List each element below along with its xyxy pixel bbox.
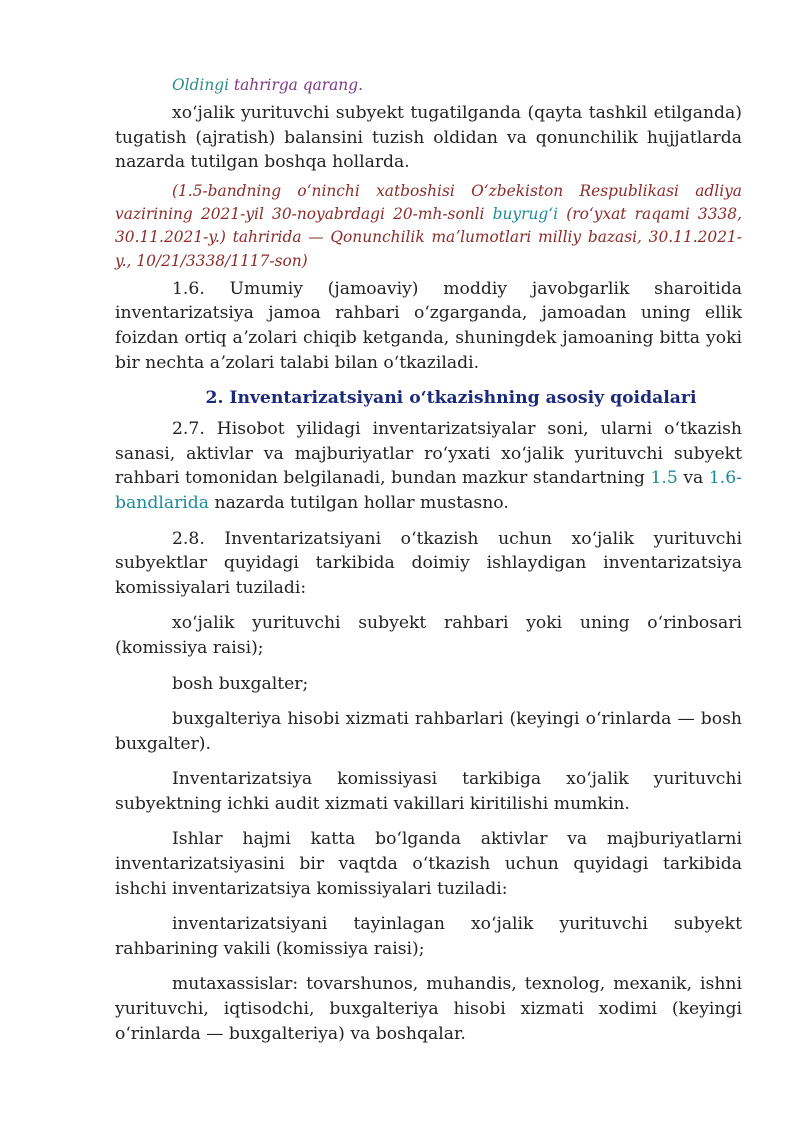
paragraph-2-7-text: 2.7. Hisobot yilidagi inventarizatsiyalar soni, ularni oʻtkazish sanasi, aktivlar va majburiyatlar roʻyxati xoʻjalik yurituvchi subyekt rahbari tomonidan belgilanadi, bundan mazkur standartning (115, 419, 742, 489)
paragraph-2-8: 2.8. Inventarizatsiyani oʻtkazish uchun xoʻjalik yurituvchi subyektlar quyidagi tarkibida doimiy ishlaydigan inventarizatsiya komissiyalari tuziladi: (115, 528, 742, 598)
order-link[interactable]: buyrugʻi (492, 205, 559, 224)
paragraph-2-7-tail: nazarda tutilgan hollar mustasno. (209, 492, 509, 513)
clause-1-6-link[interactable]: 1.6-bandlarida (115, 468, 742, 513)
amendment-note-text-tail: (roʻyxat raqami 3338, 30.11.2021-y.) tahririda — Qonunchilik maʼlumotlari milliy bazasi, 30.11.2021-y., 10/21/3338/1117-son) (115, 205, 742, 270)
paragraph-liquidation: xoʻjalik yurituvchi subyekt tugatilganda (qayta tashkil etilganda) tugatish (ajratish) balansini tuzish oldidan va qonunchilik hujjatlarda nazarda tutilgan boshqa hollarda. (115, 103, 742, 173)
document-page (115, 74, 742, 1057)
paragraph-1-6: 1.6. Umumiy (jamoaviy) moddiy javobgarlik sharoitida inventarizatsiya jamoa rahbari oʻzgarganda, jamoadan uning ellik foizdan ortiq aʼzolari chiqib ketganda, shuningdek jamoaning bitta yoki bir nechta aʼzolari talabi bilan oʻtkaziladi. (115, 278, 742, 373)
amendment-note (115, 180, 742, 273)
list-item-chairman: xoʻjalik yurituvchi subyekt rahbari yoki uning oʻrinbosari (komissiya raisi); (115, 613, 742, 658)
list-item-accounting-heads: buxgalteriya hisobi xizmati rahbarlari (keyingi oʻrinlarda — bosh buxgalter). (115, 709, 742, 754)
amendment-note-text: (1.5-bandning oʻninchi xatboshisi Oʻzbekiston Respublikasi adliya vazirining 2021-yil 30-noyabrdagi 20-mh-sonli (115, 181, 742, 224)
list-item-specialists: mutaxassislar: tovarshunos, muhandis, texnolog, mexanik, ishni yurituvchi, iqtisodchi, buxgalteriya hisobi xizmati xodimi (keyingi oʻrinlarda — buxgalteriya) va boshqalar. (115, 974, 742, 1044)
list-item-representative: inventarizatsiyani tayinlagan xoʻjalik yurituvchi subyekt rahbarining vakili (komissiya raisi); (115, 914, 742, 959)
paragraph-internal-audit: Inventarizatsiya komissiyasi tarkibiga xoʻjalik yurituvchi subyektning ichki audit xizmati vakillari kiritilishi mumkin. (115, 769, 742, 814)
list-item-chief-accountant: bosh buxgalter; (172, 673, 309, 694)
clause-1-5-link[interactable]: 1.5 (650, 468, 678, 489)
previous-edition-label: tahrirga qarang. (233, 76, 363, 94)
paragraph-working-commissions: Ishlar hajmi katta boʻlganda aktivlar va majburiyatlarni inventarizatsiyasini bir vaqtda oʻtkazish uchun quyidagi tarkibida ishchi inventarizatsiya komissiyalari tuziladi: (115, 829, 742, 899)
previous-edition-link[interactable]: Oldingi (172, 76, 230, 94)
paragraph-2-7-conjunction: va (677, 468, 709, 489)
section-2-title: 2. Inventarizatsiyani oʻtkazishning asosiy qoidalari (205, 388, 697, 409)
paragraph-2-7 (115, 417, 742, 515)
previous-edition-note (115, 74, 742, 97)
